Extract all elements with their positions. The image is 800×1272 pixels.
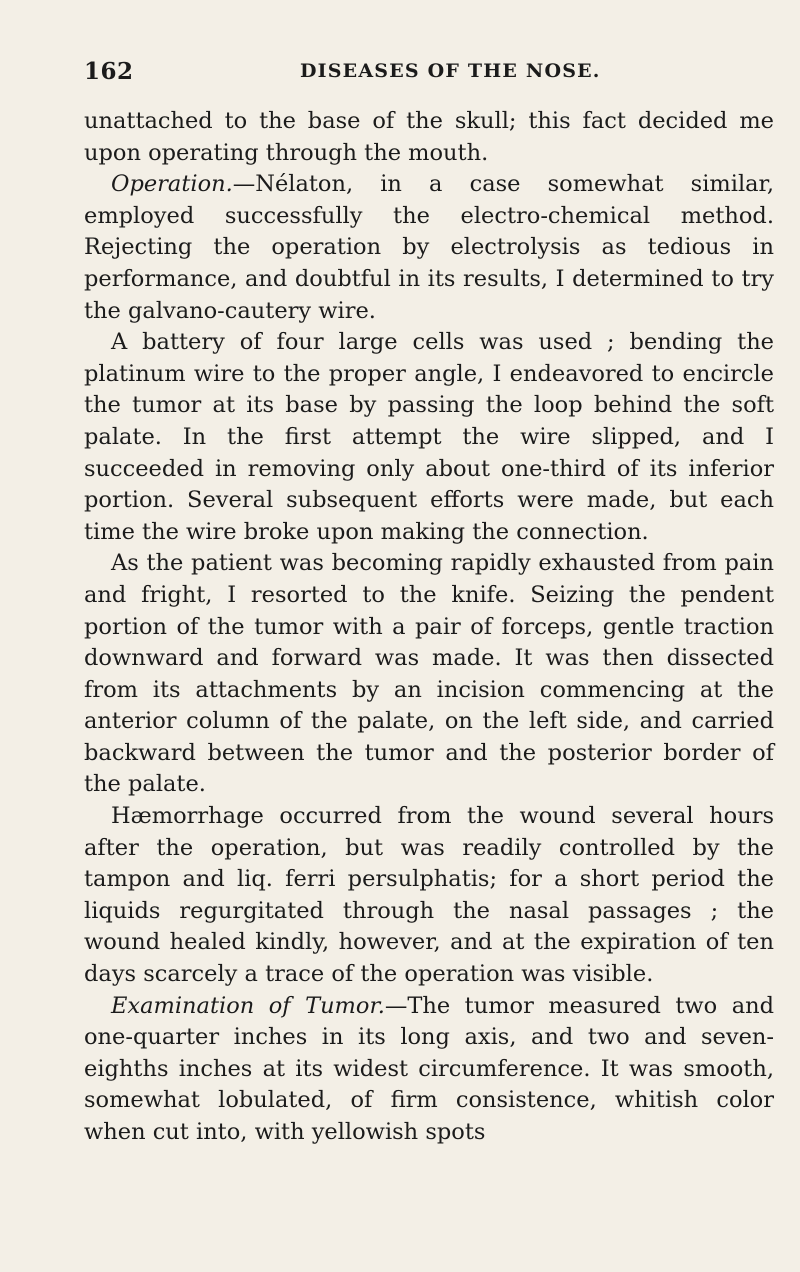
paragraph-battery-text: A battery of four large cells was used ; bending the platinum wire to the proper angle, I endeavored to encircle the tumor at its base by passing the loop behind the soft palate. In the first attempt the wire slipped, and I succeeded in removing only about one-third of its inferior portion. Several subsequent efforts were made, but each time the wire broke upon making the connection. <box>84 329 774 545</box>
paragraph-operation-text: —Nélaton, in a case somewhat similar, employed successfully the electro-chemical method. Rejecting the operation by electrolysis as tedious in performance, and doubtful in its results, I determined to try the galvano-cautery wire. <box>84 171 774 324</box>
paragraph-examination-text: —The tumor measured two and one-quarter inches in its long axis, and two and seven-eighths inches at its widest circumference. It was smooth, somewhat lobulated, of firm consistence, whitish color when cut into, with yellowish spots <box>84 992 775 1145</box>
paragraph-battery <box>84 327 774 548</box>
paragraph-1-text: unattached to the base of the skull; this fact decided me upon operating through the mouth. <box>84 108 774 166</box>
paragraph-knife <box>84 548 774 801</box>
section-heading-examination: Examination of Tumor. <box>111 992 385 1019</box>
page-header <box>84 58 774 88</box>
paragraph-haemorrhage-text: Hæmorrhage occurred from the wound several hours after the operation, but was readily controlled by the tampon and liq. ferri persulphatis; for a short period the liquids regurgitated through the nasal passages ; the wound healed kindly, however, and at the expiration of ten days scarcely a trace of the operation was visible. <box>84 803 774 988</box>
paragraph-knife-text: As the patient was becoming rapidly exhausted from pain and fright, I resorted to the knife. Seizing the pendent portion of the tumor with a pair of forceps, gentle traction downward and forward was made. It was then dissected from its attachments by an incision commencing at the anterior column of the palate, on the left side, and carried backward between the tumor and the posterior border of the palate. <box>84 550 774 798</box>
paragraph-operation <box>84 169 774 327</box>
page-number: 162 <box>84 58 134 85</box>
body-text <box>84 106 774 1149</box>
paragraph-1 <box>84 106 774 169</box>
section-heading-operation: Operation. <box>111 171 233 198</box>
paragraph-haemorrhage <box>84 801 774 991</box>
paragraph-examination <box>84 991 774 1149</box>
running-title: DISEASES OF THE NOSE. <box>300 60 601 82</box>
